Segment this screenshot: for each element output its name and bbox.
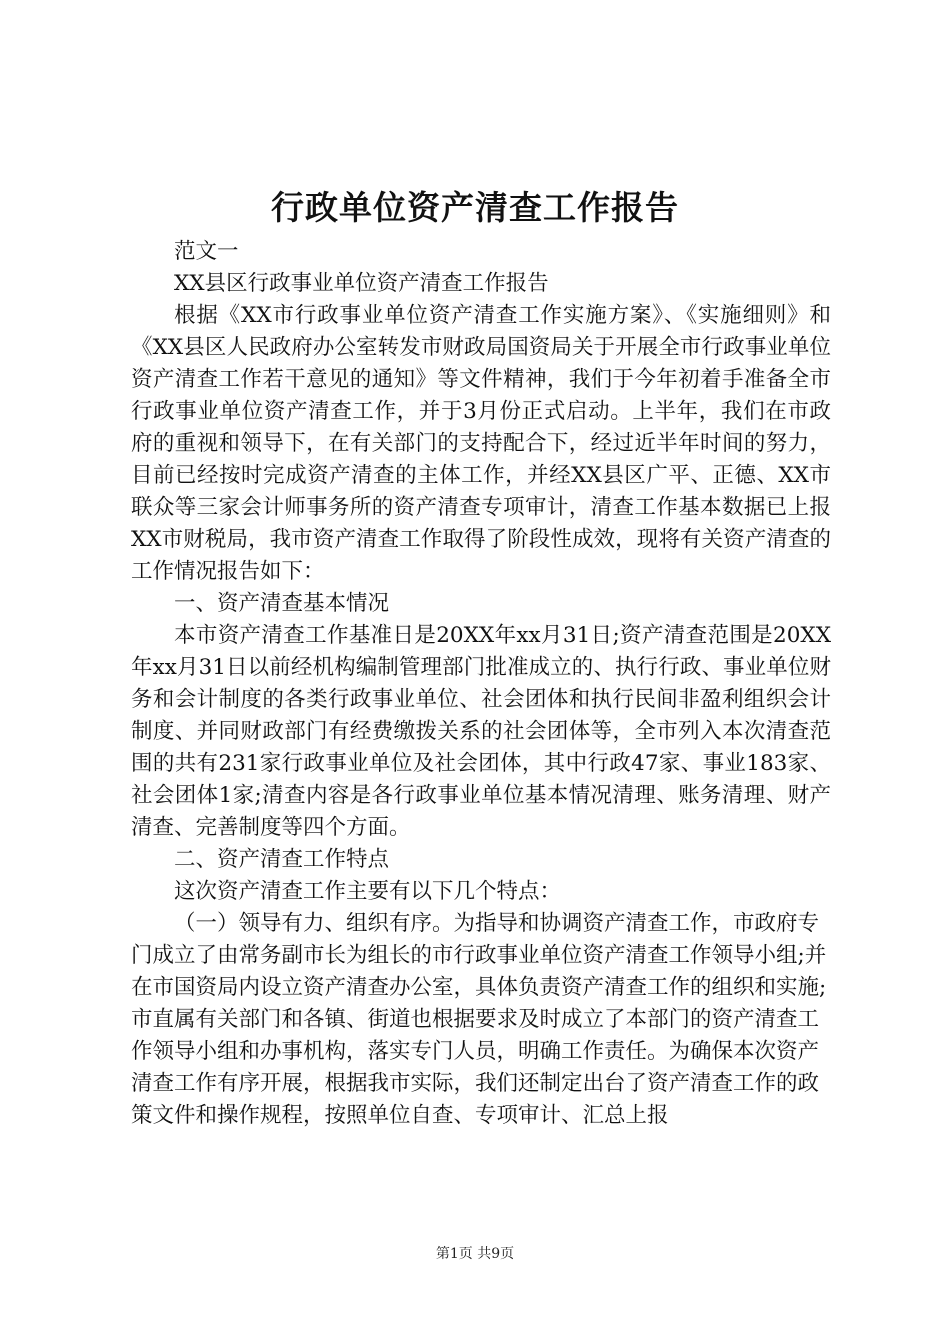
section-heading-work-features: 二、资产清查工作特点 xyxy=(174,847,390,872)
document-body xyxy=(131,236,831,1132)
paragraph-basic-situation: 本市资产清查工作基准日是20XX年xx月31日;资产清查范围是20XX年xx月31日以前经机构编制管理部门批准成立的、执行行政、事业单位财务和会计制度的各类行政事业单位、社会团体和执行民间非盈利组织会计制度、并同财政部门有经费缴拨关系的社会团体等，全市列入本次清查范围的共有231家行政事业单位及社会团体，其中行政47家、事业183家、社会团体1家;清查内容是各行政事业单位基本情况清理、账务清理、财产清查、完善制度等四个方面。 xyxy=(131,623,831,840)
section-heading-basic-situation: 一、资产清查基本情况 xyxy=(174,591,390,616)
paragraph-features-intro: 这次资产清查工作主要有以下几个特点： xyxy=(174,879,562,904)
paragraph-introduction: 根据《XX市行政事业单位资产清查工作实施方案》、《实施细则》和《XX县区人民政府办公室转发市财政局国资局关于开展全市行政事业单位资产清查工作若干意见的通知》等文件精神，我们于今年初着手准备全市行政事业单位资产清查工作，并于3月份正式启动。上半年，我们在市政府的重视和领导下，在有关部门的支持配合下，经过近半年时间的努力，目前已经按时完成资产清查的主体工作，并经XX县区广平、正德、XX市联众等三家会计师事务所的资产清查专项审计，清查工作基本数据已上报XX市财税局，我市资产清查工作取得了阶段性成效，现将有关资产清查的工作情况报告如下： xyxy=(131,303,831,584)
paragraph-feature-one: （一）领导有力、组织有序。为指导和协调资产清查工作，市政府专门成立了由常务副市长为组长的市行政事业单位资产清查工作领导小组;并在市国资局内设立资产清查办公室，具体负责资产清查工作的组织和实施;市直属有关部门和各镇、街道也根据要求及时成立了本部门的资产清查工作领导小组和办事机构，落实专门人员，明确工作责任。为确保本次资产清查工作有序开展，根据我市实际，我们还制定出台了资产清查工作的政策文件和操作规程，按照单位自查、专项审计、汇总上报 xyxy=(131,911,827,1128)
page-footer: 第1页 共9页 xyxy=(435,1246,515,1262)
document-title: 行政单位资产清查工作报告 xyxy=(271,188,679,227)
paragraph-sample-label: 范文一 xyxy=(174,239,239,264)
paragraph-report-heading: XX县区行政事业单位资产清查工作报告 xyxy=(174,271,549,296)
